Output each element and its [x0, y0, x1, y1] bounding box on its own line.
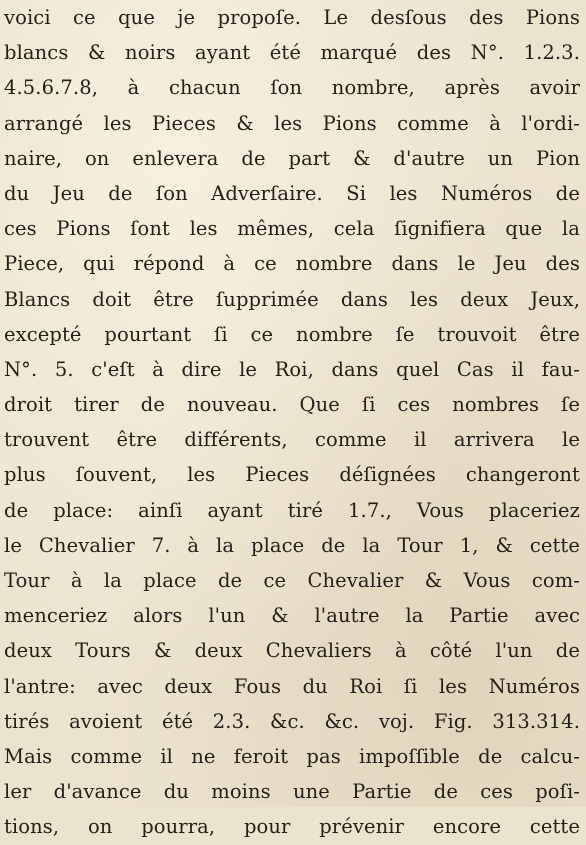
- text-line: 4.5.6.7.8, à chacun ſon nombre, après avoir: [4, 76, 580, 100]
- text-line: l'antre: avec deux Fous du Roi ſi les Numéros: [4, 674, 580, 698]
- text-line: plus ſouvent, les Pieces déſignées changeront: [4, 463, 580, 487]
- text-line: Piece, qui répond à ce nombre dans le Jeu des: [4, 252, 580, 276]
- body-text: [4, 0, 580, 845]
- text-line: arrangé les Pieces & les Pions comme à l'ordi-: [4, 111, 580, 135]
- text-line: de place: ainſi ayant tiré 1.7., Vous placeriez: [4, 498, 580, 522]
- text-line: ces Pions ſont les mêmes, cela ſignifiera que la: [4, 217, 580, 241]
- text-line: Mais comme il ne feroit pas impoſſible de calcu-: [4, 744, 580, 768]
- text-line: le Chevalier 7. à la place de la Tour 1, & cette: [4, 533, 580, 557]
- text-line: tions, on pourra, pour prévenir encore cette: [4, 815, 580, 839]
- text-line: excepté pourtant ſi ce nombre ſe trouvoit être: [4, 322, 580, 346]
- text-line: Tour à la place de ce Chevalier & Vous com-: [4, 569, 580, 592]
- text-line: Blancs doit être ſupprimée dans les deux Jeux,: [4, 287, 580, 311]
- text-line: deux Tours & deux Chevaliers à côté l'un de: [4, 639, 580, 663]
- text-line: voici ce que je propoſe. Le desſous des Pions: [4, 6, 580, 29]
- text-line: ler d'avance du moins une Partie de ces poſi-: [4, 780, 580, 804]
- text-line: N°. 5. c'eſt à dire le Roi, dans quel Cas il fau-: [4, 357, 580, 381]
- text-line: menceriez alors l'un & l'autre la Partie avec: [4, 604, 580, 628]
- text-line: trouvent être différents, comme il arrivera le: [4, 428, 580, 452]
- text-line: droit tirer de nouveau. Que ſi ces nombres ſe: [4, 393, 580, 417]
- text-line: du Jeu de ſon Adverſaire. Si les Numéros de: [4, 181, 580, 205]
- text-line: tirés avoient été 2.3. &c. &c. voj. Fig. 313.314.: [4, 709, 580, 733]
- text-line: blancs & noirs ayant été marqué des N°. 1.2.3.: [4, 41, 580, 65]
- text-line: naire, on enlevera de part & d'autre un Pion: [4, 146, 580, 170]
